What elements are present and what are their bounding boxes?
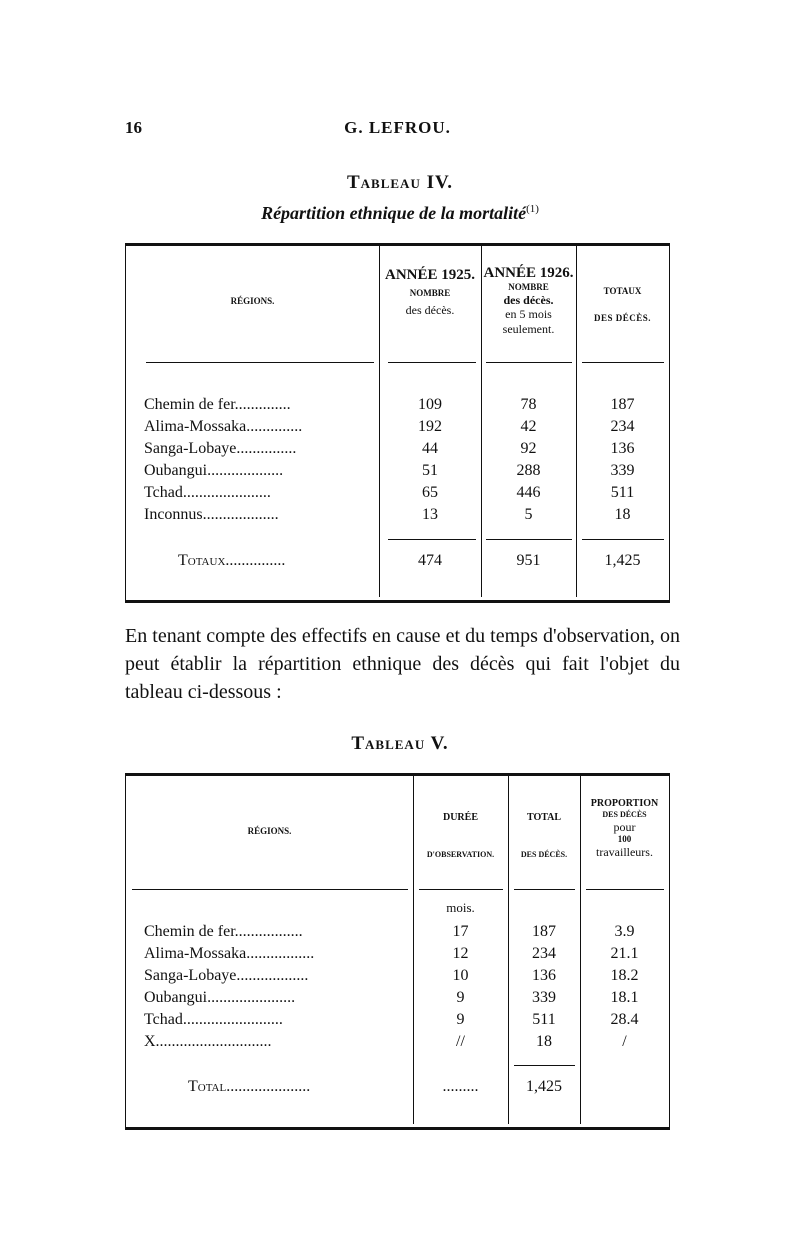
table5-header-total: TOTAL DES DÉCÈS.: [520, 812, 568, 859]
table5-header-duree: DURÉE D'OBSERVATION.: [426, 812, 495, 859]
table4-header-rule: [388, 362, 476, 363]
table5-title: Tableau V.: [351, 733, 449, 754]
table4-header-1925: ANNÉE 1925. NOMBRE des décès.: [384, 267, 475, 317]
table4-subtitle-text: Répartition ethnique de la mortalité: [261, 203, 527, 223]
table-row: Inconnus................... 13 5 18: [144, 506, 631, 523]
table-row: Alima-Mossaka.............. 192 42 234: [144, 418, 635, 435]
table4-title: Tableau IV.: [346, 172, 454, 193]
table4-header-rule: [486, 362, 572, 363]
body-paragraph: En tenant compte des effectifs en cause et du temps d'observation, on peut établir la répartition ethnique des décès qui fait l'objet du tableau ci-dessous :: [125, 625, 680, 703]
table-row: Alima-Mossaka................. 12 234 21.1: [144, 945, 639, 962]
table5-unit-label: mois.: [446, 900, 475, 915]
table-row: Tchad...................... 65 446 511: [144, 484, 635, 501]
table4-total-rule: [388, 539, 476, 540]
table-row: Sanga-Lobaye............... 44 92 136: [144, 440, 635, 457]
page-number: 16: [125, 118, 142, 137]
table4-header-regions: RÉGIONS.: [230, 296, 275, 306]
table4-total-rule: [582, 539, 664, 540]
table-row: Sanga-Lobaye.................. 10 136 18.2: [144, 967, 639, 984]
table4-totals-row: Totaux............... 474 951 1,425: [178, 552, 641, 569]
page-header: [125, 118, 670, 142]
table5: [125, 773, 670, 1130]
running-head: G. LEFROU.: [344, 118, 451, 137]
table4-header-totaux: TOTAUX DES DÉCÈS.: [593, 286, 652, 323]
table5-header-rule: [419, 889, 503, 890]
table5-totals-row: Total..................... ......... 1,425: [188, 1078, 562, 1095]
table5-header-proportion: PROPORTION DES DÉCÈS pour 100 travailleurs.: [590, 798, 659, 859]
table5-header-rule: [514, 889, 575, 890]
table5-header-rule: [132, 889, 408, 890]
table5-header-regions: RÉGIONS.: [247, 826, 292, 836]
table-row: Oubangui................... 51 288 339: [144, 462, 635, 479]
table5-total-rule: [514, 1065, 575, 1066]
table4-total-rule: [486, 539, 572, 540]
table-row: Chemin de fer................. 17 187 3.9: [144, 923, 635, 940]
table5-header-rule: [586, 889, 664, 890]
table-row: X............................. // 18 /: [144, 1033, 627, 1050]
table-row: Chemin de fer.............. 109 78 187: [144, 396, 635, 413]
table4: [125, 243, 670, 603]
table4-header-rule: [582, 362, 664, 363]
footnote-marker: (1): [526, 203, 539, 215]
table-row: Oubangui...................... 9 339 18.1: [144, 989, 639, 1006]
table4-subtitle: [0, 203, 800, 224]
table-row: Tchad......................... 9 511 28.4: [144, 1011, 639, 1028]
table4-header-rule: [146, 362, 374, 363]
table4-header-1926: ANNÉE 1926. NOMBRE des décès. en 5 mois seulement.: [483, 265, 574, 336]
